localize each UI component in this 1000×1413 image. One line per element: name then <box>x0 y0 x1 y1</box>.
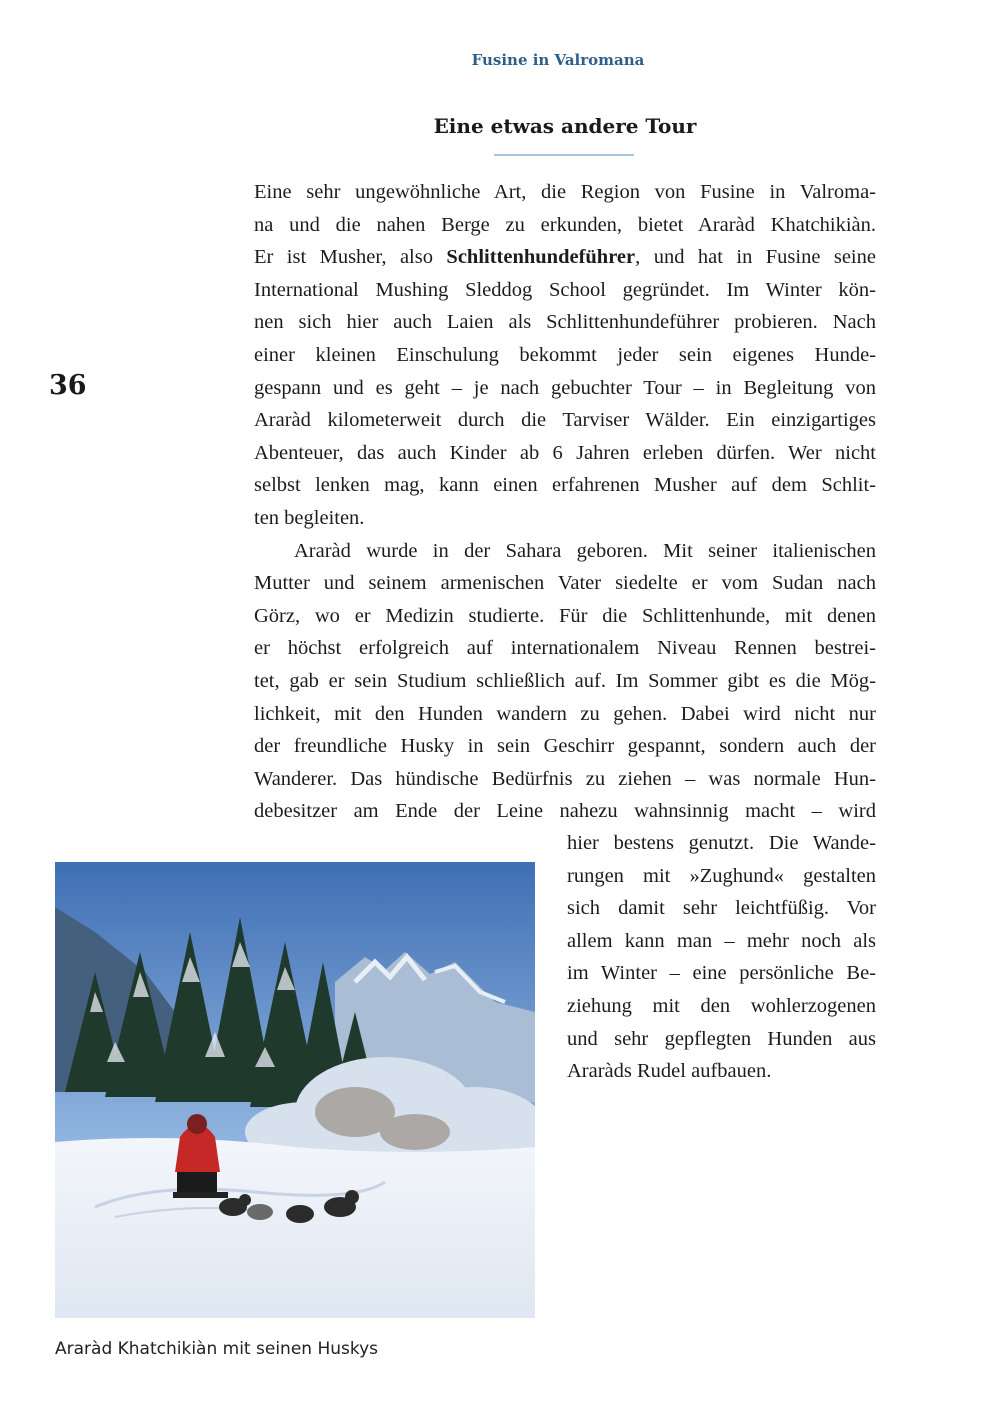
text-line: Mutter und seinem armenischen Vater siedelte er vom Sudan nach <box>254 572 876 595</box>
text-line: gespann und es geht – je nach gebuchter Tour – in Begleitung von <box>254 376 876 399</box>
text-line: der freundliche Husky in sein Geschirr gespannt, sondern auch der <box>254 735 876 758</box>
text-line: Araràd wurde in der Sahara geboren. Mit seiner italienischen <box>294 539 876 562</box>
photo-caption: Araràd Khatchikiàn mit seinen Huskys <box>55 1339 379 1359</box>
running-head: Fusine in Valromana <box>471 51 645 69</box>
text-line: debesitzer am Ende der Leine nahezu wahnsinnig macht – wird <box>254 800 876 823</box>
bold-term: Schlittenhundeführer <box>446 246 636 269</box>
text-fragment: Er ist Musher, also <box>254 246 447 269</box>
text-line: im Winter – eine persönliche Be- <box>567 962 876 985</box>
text-line: lichkeit, mit den Hunden wandern zu gehen. Dabei wird nicht nur <box>254 702 876 725</box>
text-line: allem kann man – mehr noch als <box>567 929 876 952</box>
text-line: und sehr gepflegten Hunden aus <box>567 1027 876 1050</box>
title-divider <box>494 154 634 156</box>
text-line: er höchst erfolgreich auf internationalem Niveau Rennen bestrei- <box>254 637 876 660</box>
text-line: hier bestens genutzt. Die Wande- <box>567 832 876 854</box>
text-line: ten begleiten. <box>254 506 365 529</box>
text-line: Araràds Rudel aufbauen. <box>567 1060 772 1083</box>
text-line: selbst lenken mag, kann einen erfahrenen Musher auf dem Schlit- <box>254 474 876 497</box>
dogsled-photo <box>55 862 535 1318</box>
text-line: rungen mit »Zughund« gestalten <box>567 864 876 887</box>
text-line <box>254 241 876 274</box>
text-line: na und die nahen Berge zu erkunden, bietet Araràd Khatchikiàn. <box>254 213 876 236</box>
snow-field <box>55 1138 535 1318</box>
text-line: Araràd kilometerweit durch die Tarviser Wälder. Ein einzigartiges <box>254 409 876 432</box>
text-line: Wanderer. Das hündische Bedürfnis zu ziehen – was normale Hun- <box>254 767 876 790</box>
text-line: nen sich hier auch Laien als Schlittenhundeführer probieren. Nach <box>254 311 876 334</box>
text-line: einer kleinen Einschulung bekommt jeder sein eigenes Hunde- <box>254 343 876 366</box>
text-line: tet, gab er sein Studium schließlich auf. Im Sommer gibt es die Mög- <box>254 669 876 692</box>
text-line: ziehung mit den wohlerzogenen <box>567 994 876 1017</box>
text-fragment: , und hat in Fusine seine <box>635 246 876 269</box>
text-line: sich damit sehr leichtfüßig. Vor <box>567 897 876 920</box>
text-line: International Mushing Sleddog School gegründet. Im Winter kön- <box>254 278 876 301</box>
page-number: 36 <box>49 370 87 401</box>
section-title: Eine etwas andere Tour <box>433 114 697 138</box>
wrapped-text <box>567 827 876 1088</box>
text-line: Eine sehr ungewöhnliche Art, die Region von Fusine in Valroma- <box>254 181 876 203</box>
text-line: Abenteuer, das auch Kinder ab 6 Jahren erleben dürfen. Wer nicht <box>254 441 876 464</box>
text-line: Görz, wo er Medizin studierte. Für die Schlittenhunde, mit denen <box>254 604 876 627</box>
body-text <box>254 176 876 828</box>
